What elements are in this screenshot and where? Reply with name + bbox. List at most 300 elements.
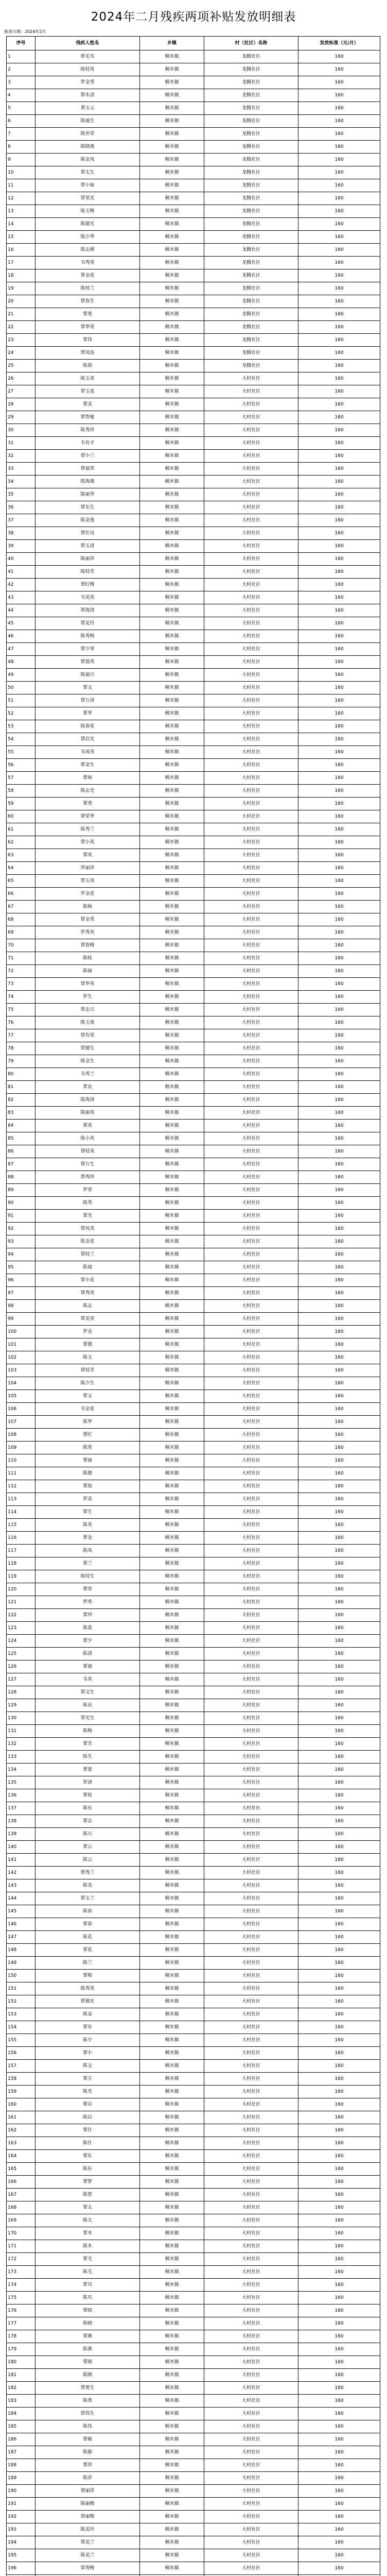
cell-person-name: 覃伟 [36,334,140,347]
cell-village-community: 大村社区 [204,2356,298,2369]
table-row [7,2060,380,2073]
table-row [7,1905,380,1918]
cell-payment-standard: 160 [298,2330,380,2343]
cell-person-name: 覃红梅 [36,579,140,591]
cell-person-name: 陈木 [36,2240,140,2253]
cell-village-community: 大村社区 [204,1970,298,1982]
cell-payment-standard: 160 [298,785,380,798]
cell-person-name: 覃秀兰 [36,1867,140,1879]
cell-village-community: 大村社区 [204,1583,298,1596]
cell-payment-standard: 160 [298,1596,380,1609]
cell-person-name: 覃玉凤 [36,875,140,888]
cell-person-name: 覃花 [36,1944,140,1957]
cell-serial-number: 125 [7,1648,36,1660]
cell-serial-number: 117 [7,1545,36,1557]
cell-township: 桐木镇 [140,1660,204,1673]
table-row [7,63,380,76]
cell-person-name: 覃启 [36,2098,140,2111]
cell-township: 桐木镇 [140,2176,204,2189]
table-row [7,1416,380,1429]
cell-person-name: 覃晓 [36,2304,140,2317]
cell-village-community: 大村社区 [204,694,298,707]
cell-payment-standard: 160 [298,862,380,875]
cell-person-name: 陈丽梅 [36,2498,140,2511]
cell-township: 桐木镇 [140,2317,204,2330]
cell-village-community: 龙腾社区 [204,205,298,218]
table-row [7,1506,380,1519]
cell-village-community: 大村社区 [204,2292,298,2304]
cell-township: 桐木镇 [140,1132,204,1145]
cell-serial-number: 71 [7,952,36,965]
cell-village-community: 大村社区 [204,720,298,733]
cell-village-community: 大村社区 [204,1892,298,1905]
cell-village-community: 大村社区 [204,2137,298,2150]
cell-person-name: 陈桂芳 [36,566,140,579]
cell-person-name: 覃东生 [36,501,140,514]
table-row [7,424,380,437]
cell-serial-number: 81 [7,1081,36,1094]
cell-payment-standard: 160 [298,1828,380,1841]
table-row [7,2420,380,2433]
cell-person-name: 陈萍 [36,2472,140,2485]
table-row [7,785,380,798]
cell-serial-number: 1 [7,50,36,63]
table-row [7,1648,380,1660]
cell-township: 桐木镇 [140,514,204,527]
cell-payment-standard: 160 [298,656,380,669]
cell-person-name: 陈金 [36,2008,140,2021]
cell-serial-number: 95 [7,1261,36,1274]
cell-person-name: 陈凤 [36,1545,140,1557]
cell-payment-standard: 160 [298,128,380,141]
cell-person-name: 覃小 [36,2047,140,2060]
table-row [7,1751,380,1764]
cell-village-community: 大村社区 [204,514,298,527]
cell-payment-standard: 160 [298,2485,380,2498]
cell-serial-number: 189 [7,2472,36,2485]
cell-payment-standard: 160 [298,1016,380,1029]
cell-township: 桐木镇 [140,1313,204,1326]
cell-person-name: 覃玉连 [36,385,140,398]
cell-township: 桐木镇 [140,1377,204,1390]
table-row [7,1635,380,1648]
cell-person-name: 陈伟 [36,2420,140,2433]
cell-village-community: 大村社区 [204,1300,298,1313]
cell-person-name: 陈妹 [36,901,140,913]
cell-payment-standard: 160 [298,205,380,218]
cell-person-name: 陈有 [36,1802,140,1815]
cell-village-community: 大村社区 [204,2408,298,2420]
cell-serial-number: 60 [7,810,36,823]
cell-township: 桐木镇 [140,2098,204,2111]
cell-village-community: 大村社区 [204,1094,298,1107]
cell-township: 桐木镇 [140,733,204,746]
cell-township: 桐木镇 [140,1081,204,1094]
table-row [7,630,380,643]
table-row [7,1055,380,1068]
cell-serial-number: 164 [7,2150,36,2163]
cell-person-name: 黄玉云 [36,102,140,115]
cell-village-community: 大村社区 [204,1429,298,1442]
cell-person-name: 陈志光 [36,785,140,798]
cell-payment-standard: 160 [298,1042,380,1055]
cell-township: 桐木镇 [140,1776,204,1789]
cell-township: 桐木镇 [140,1815,204,1828]
cell-village-community: 大村社区 [204,1570,298,1583]
cell-serial-number: 127 [7,1673,36,1686]
cell-township: 桐木镇 [140,1596,204,1609]
table-row [7,2266,380,2279]
table-row [7,1107,380,1120]
cell-serial-number: 176 [7,2304,36,2317]
cell-person-name: 陈福 [36,1261,140,1274]
table-row [7,1854,380,1867]
cell-person-name: 覃海清 [36,604,140,617]
cell-person-name: 覃文 [36,682,140,694]
cell-serial-number: 132 [7,1738,36,1751]
cell-serial-number: 86 [7,1145,36,1158]
cell-township: 桐木镇 [140,2008,204,2021]
cell-person-name: 覃文生 [36,1686,140,1699]
cell-township: 桐木镇 [140,1738,204,1751]
cell-village-community: 大村社区 [204,2485,298,2498]
table-row [7,372,380,385]
cell-village-community: 大村社区 [204,1390,298,1403]
cell-township: 桐木镇 [140,656,204,669]
cell-payment-standard: 160 [298,1519,380,1532]
table-row [7,1467,380,1480]
cell-village-community: 大村社区 [204,1326,298,1338]
cell-person-name: 陈少华 [36,231,140,244]
cell-serial-number: 31 [7,437,36,450]
cell-township: 桐木镇 [140,1442,204,1454]
table-row [7,540,380,553]
cell-payment-standard: 160 [298,1184,380,1197]
cell-person-name: 陈福兴 [36,669,140,682]
cell-township: 桐木镇 [140,759,204,772]
cell-serial-number: 40 [7,553,36,566]
cell-village-community: 龙腾社区 [204,269,298,282]
cell-person-name: 覃光生 [36,1712,140,1725]
cell-person-name: 覃莲英 [36,656,140,669]
cell-township: 桐木镇 [140,2369,204,2382]
table-row [7,810,380,823]
table-row [7,720,380,733]
cell-village-community: 大村社区 [204,2343,298,2356]
cell-payment-standard: 160 [298,2382,380,2395]
table-row [7,437,380,450]
cell-person-name: 罗荣 [36,1184,140,1197]
cell-serial-number: 29 [7,411,36,424]
cell-payment-standard: 160 [298,1545,380,1557]
cell-serial-number: 41 [7,566,36,579]
cell-township: 桐木镇 [140,1648,204,1660]
cell-township: 桐木镇 [140,823,204,836]
cell-village-community: 大村社区 [204,463,298,476]
table-row [7,1184,380,1197]
cell-township: 桐木镇 [140,308,204,321]
cell-serial-number: 87 [7,1158,36,1171]
cell-person-name: 覃太生 [36,166,140,179]
cell-serial-number: 167 [7,2189,36,2201]
cell-village-community: 大村社区 [204,2304,298,2317]
cell-village-community: 大村社区 [204,1944,298,1957]
table-row [7,707,380,720]
cell-payment-standard: 160 [298,411,380,424]
table-row [7,1557,380,1570]
cell-serial-number: 61 [7,823,36,836]
cell-village-community: 大村社区 [204,2111,298,2124]
table-row [7,759,380,772]
cell-township: 桐木镇 [140,1300,204,1313]
cell-serial-number: 163 [7,2137,36,2150]
cell-person-name: 陈晓 [36,2317,140,2330]
table-row [7,282,380,295]
cell-township: 桐木镇 [140,991,204,1004]
cell-serial-number: 187 [7,2446,36,2459]
cell-village-community: 大村社区 [204,2266,298,2279]
cell-township: 桐木镇 [140,154,204,166]
header-village-community: 村（社区）名称 [204,37,298,50]
table-row [7,2098,380,2111]
cell-village-community: 大村社区 [204,579,298,591]
cell-township: 桐木镇 [140,2536,204,2549]
cell-village-community: 大村社区 [204,2176,298,2189]
cell-person-name: 陈福生 [36,115,140,128]
cell-village-community: 大村社区 [204,875,298,888]
table-row [7,1480,380,1493]
cell-township: 桐木镇 [140,604,204,617]
cell-township: 桐木镇 [140,1210,204,1223]
table-row [7,849,380,862]
cell-person-name: 陈桂英 [36,63,140,76]
cell-person-name: 覃福 [36,1660,140,1673]
cell-serial-number: 173 [7,2266,36,2279]
cell-payment-standard: 160 [298,2304,380,2317]
table-row [7,2253,380,2266]
cell-village-community: 大村社区 [204,2395,298,2408]
cell-person-name: 罗生 [36,991,140,1004]
cell-village-community: 大村社区 [204,1596,298,1609]
table-row [7,1622,380,1635]
cell-person-name: 陈梅 [36,1725,140,1738]
cell-township: 桐木镇 [140,617,204,630]
cell-person-name: 覃梅 [36,1970,140,1982]
cell-township: 桐木镇 [140,1506,204,1519]
cell-township: 桐木镇 [140,2227,204,2240]
cell-serial-number: 9 [7,154,36,166]
cell-serial-number: 48 [7,656,36,669]
cell-payment-standard: 160 [298,1171,380,1184]
cell-village-community: 大村社区 [204,2446,298,2459]
table-row [7,1545,380,1557]
cell-village-community: 大村社区 [204,2536,298,2549]
cell-serial-number: 146 [7,1918,36,1931]
cell-township: 桐木镇 [140,2459,204,2472]
cell-serial-number: 181 [7,2369,36,2382]
cell-township: 桐木镇 [140,1042,204,1055]
cell-payment-standard: 160 [298,1789,380,1802]
cell-township: 桐木镇 [140,2266,204,2279]
cell-person-name: 陈燕 [36,2343,140,2356]
table-row [7,1081,380,1094]
cell-village-community: 龙腾社区 [204,141,298,154]
cell-person-name: 陈晓燕 [36,141,140,154]
cell-payment-standard: 160 [298,89,380,102]
cell-township: 桐木镇 [140,295,204,308]
cell-payment-standard: 160 [298,2266,380,2279]
cell-payment-standard: 160 [298,514,380,527]
cell-village-community: 大村社区 [204,1248,298,1261]
cell-person-name: 覃华英 [36,321,140,334]
cell-payment-standard: 160 [298,501,380,514]
cell-payment-standard: 160 [298,2073,380,2086]
cell-serial-number: 150 [7,1970,36,1982]
cell-village-community: 大村社区 [204,1480,298,1493]
cell-person-name: 覃桂英 [36,1145,140,1158]
cell-serial-number: 69 [7,926,36,939]
cell-payment-standard: 160 [298,2008,380,2021]
table-row [7,1235,380,1248]
table-row [7,50,380,63]
cell-person-name: 覃德光 [36,1995,140,2008]
cell-person-name: 覃美玲 [36,617,140,630]
table-row [7,166,380,179]
cell-village-community: 大村社区 [204,2227,298,2240]
cell-serial-number: 143 [7,1879,36,1892]
table-row [7,1287,380,1300]
cell-serial-number: 65 [7,875,36,888]
cell-township: 桐木镇 [140,2562,204,2575]
cell-village-community: 大村社区 [204,2060,298,2073]
table-row [7,991,380,1004]
cell-township: 桐木镇 [140,2021,204,2034]
cell-village-community: 龙腾社区 [204,257,298,269]
cell-serial-number: 50 [7,682,36,694]
cell-township: 桐木镇 [140,643,204,656]
cell-serial-number: 36 [7,501,36,514]
cell-township: 桐木镇 [140,1635,204,1648]
cell-village-community: 大村社区 [204,2549,298,2562]
cell-payment-standard: 160 [298,1635,380,1648]
table-row [7,2498,380,2511]
cell-payment-standard: 160 [298,1802,380,1815]
cell-township: 桐木镇 [140,2086,204,2098]
table-row [7,617,380,630]
cell-village-community: 大村社区 [204,2008,298,2021]
cell-village-community: 大村社区 [204,501,298,514]
cell-serial-number: 59 [7,798,36,810]
cell-township: 桐木镇 [140,398,204,411]
cell-person-name: 覃萍 [36,2459,140,2472]
cell-serial-number: 171 [7,2240,36,2253]
cell-serial-number: 104 [7,1377,36,1390]
cell-person-name: 陈荣 [36,1442,140,1454]
cell-village-community: 大村社区 [204,1905,298,1918]
cell-person-name: 陈东 [36,2163,140,2176]
table-row [7,2163,380,2176]
cell-person-name: 覃云 [36,1841,140,1854]
cell-township: 桐木镇 [140,746,204,759]
cell-person-name: 覃美 [36,398,140,411]
cell-township: 桐木镇 [140,2523,204,2536]
cell-serial-number: 119 [7,1570,36,1583]
cell-village-community: 大村社区 [204,617,298,630]
table-row [7,89,380,102]
cell-person-name: 覃丽萍 [36,2485,140,2498]
cell-village-community: 龙腾社区 [204,89,298,102]
cell-village-community: 大村社区 [204,2150,298,2163]
cell-township: 桐木镇 [140,1261,204,1274]
cell-serial-number: 32 [7,450,36,463]
table-row [7,2433,380,2446]
cell-township: 桐木镇 [140,321,204,334]
cell-township: 桐木镇 [140,2395,204,2408]
cell-person-name: 陈清 [36,1648,140,1660]
cell-village-community: 大村社区 [204,1184,298,1197]
cell-person-name: 陈耳 [36,2292,140,2304]
table-row [7,476,380,488]
cell-serial-number: 154 [7,2021,36,2034]
table-row [7,2279,380,2292]
cell-village-community: 大村社区 [204,1313,298,1326]
cell-person-name: 陈海 [36,360,140,372]
cell-village-community: 大村社区 [204,1416,298,1429]
cell-person-name: 覃金秀 [36,913,140,926]
cell-township: 桐木镇 [140,785,204,798]
cell-village-community: 大村社区 [204,1982,298,1995]
cell-person-name: 陈太 [36,2214,140,2227]
cell-payment-standard: 160 [298,1738,380,1751]
cell-serial-number: 102 [7,1351,36,1364]
cell-person-name: 覃勇 [36,308,140,321]
cell-serial-number: 123 [7,1622,36,1635]
cell-serial-number: 8 [7,141,36,154]
cell-payment-standard: 160 [298,1338,380,1351]
cell-township: 桐木镇 [140,347,204,360]
cell-serial-number: 144 [7,1892,36,1905]
cell-township: 桐木镇 [140,862,204,875]
cell-payment-standard: 160 [298,1879,380,1892]
cell-payment-standard: 160 [298,372,380,385]
cell-township: 桐木镇 [140,888,204,901]
table-row [7,2511,380,2523]
cell-village-community: 龙腾社区 [204,321,298,334]
cell-township: 桐木镇 [140,540,204,553]
cell-payment-standard: 160 [298,1210,380,1223]
cell-person-name: 韦英 [36,1673,140,1686]
cell-village-community: 大村社区 [204,2253,298,2266]
cell-village-community: 大村社区 [204,1107,298,1120]
cell-person-name: 覃荣华 [36,810,140,823]
cell-township: 桐木镇 [140,2511,204,2523]
cell-payment-standard: 160 [298,1068,380,1081]
cell-serial-number: 27 [7,385,36,398]
cell-payment-standard: 160 [298,2536,380,2549]
table-row [7,772,380,785]
cell-village-community: 大村社区 [204,1442,298,1454]
cell-village-community: 大村社区 [204,2240,298,2253]
cell-payment-standard: 160 [298,2459,380,2472]
cell-payment-standard: 160 [298,1145,380,1158]
cell-payment-standard: 160 [298,141,380,154]
cell-serial-number: 137 [7,1802,36,1815]
cell-payment-standard: 160 [298,913,380,926]
cell-village-community: 龙腾社区 [204,244,298,257]
table-row [7,1815,380,1828]
cell-person-name: 覃燕 [36,2330,140,2343]
cell-person-name: 陈桂 [36,952,140,965]
